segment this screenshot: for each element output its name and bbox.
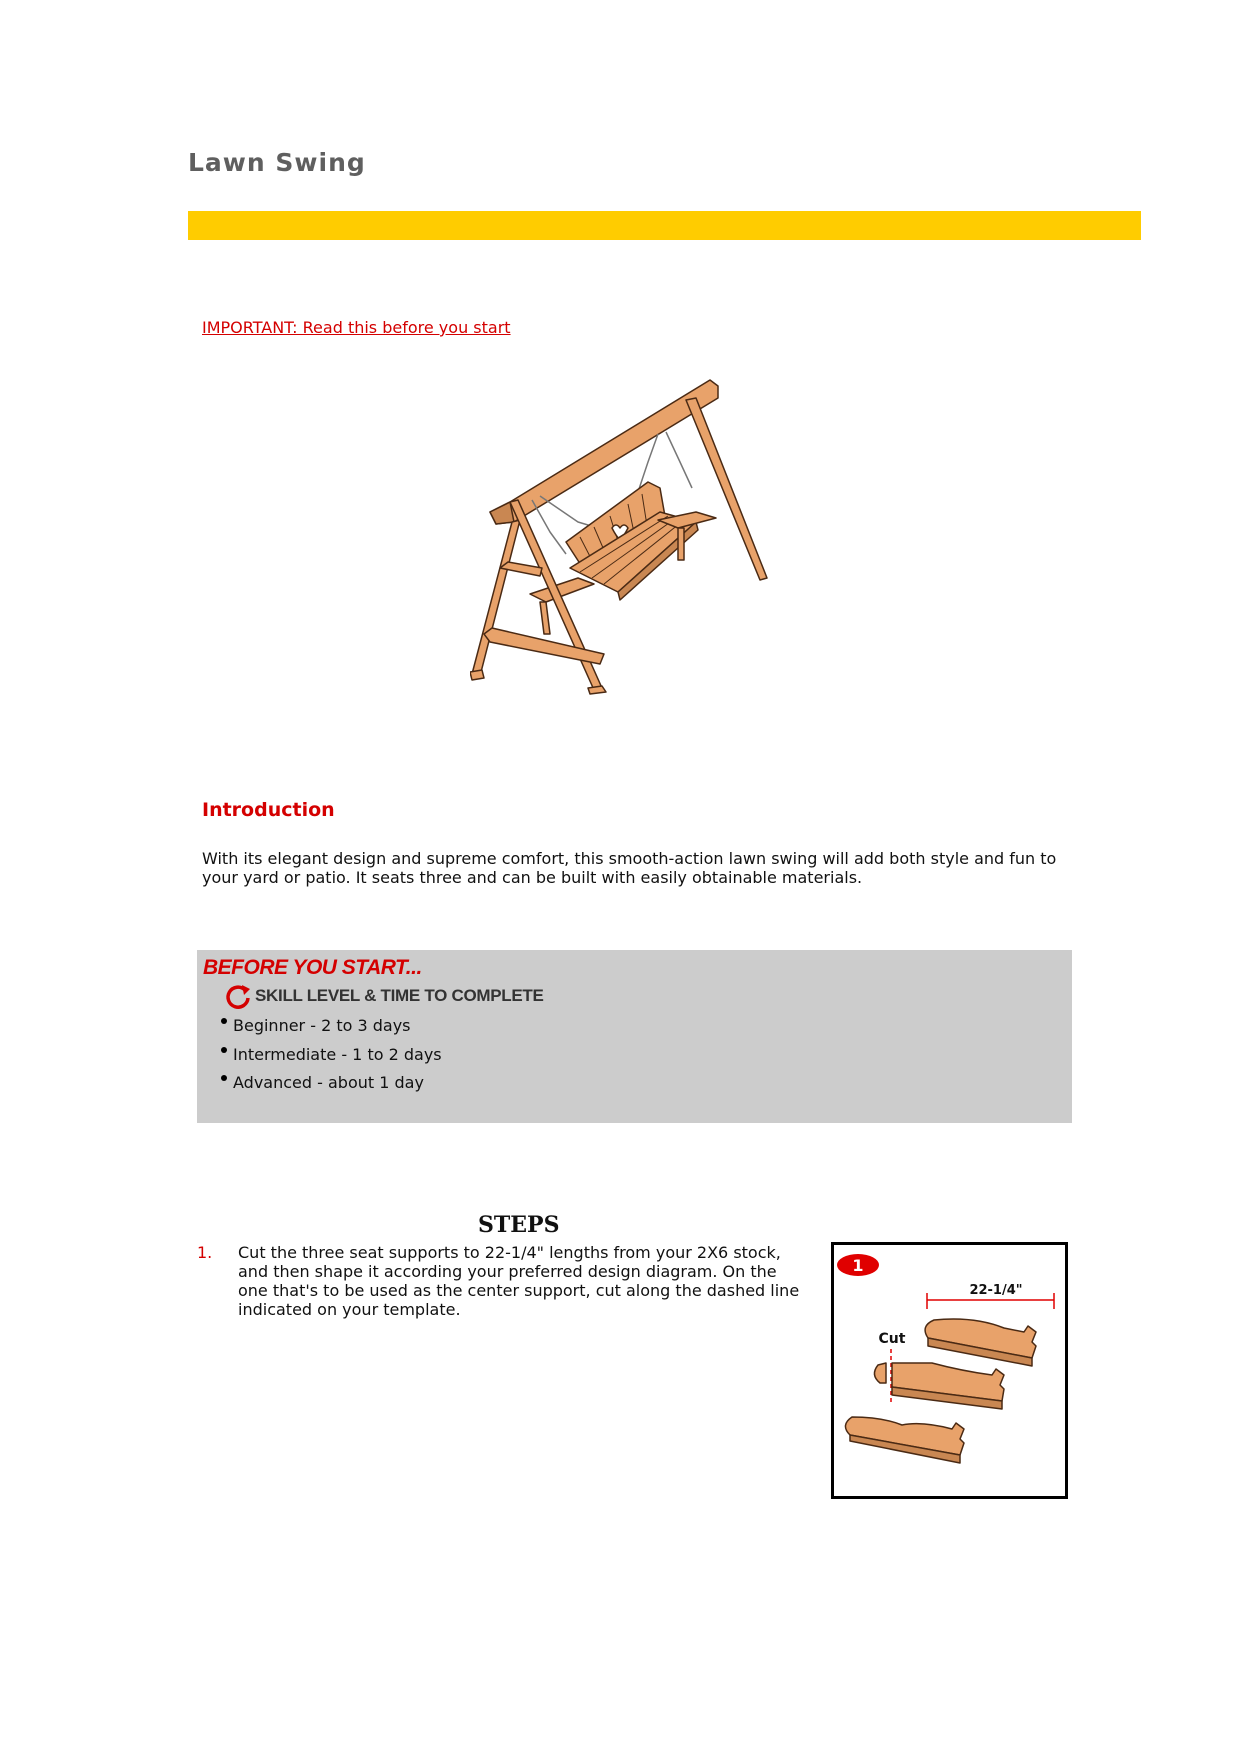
- skill-level-subtitle: SKILL LEVEL & TIME TO COMPLETE: [255, 986, 544, 1005]
- lawn-swing-illustration: [470, 372, 780, 707]
- skill-level-list: [221, 1016, 442, 1102]
- page-title: Lawn Swing: [188, 148, 366, 177]
- step-number: 1.: [197, 1243, 213, 1262]
- bullet-icon: [221, 1018, 227, 1024]
- bullet-icon: [221, 1047, 227, 1053]
- header-accent-bar: [188, 211, 1141, 240]
- clock-arrow-icon: [223, 982, 253, 1012]
- list-item: Advanced - about 1 day: [221, 1073, 442, 1102]
- before-you-start-panel: [197, 950, 1072, 1123]
- list-item: Beginner - 2 to 3 days: [221, 1016, 442, 1045]
- step-text: Cut the three seat supports to 22-1/4" lengths from your 2X6 stock, and then shape it according your preferred design diagram. On the one that's to be used as the center support, cut along the dashed line indicated on your template.: [238, 1243, 800, 1319]
- important-read-first-link[interactable]: IMPORTANT: Read this before you start: [202, 318, 511, 337]
- step-badge-number: 1: [852, 1256, 864, 1275]
- introduction-text: With its elegant design and supreme comfort, this smooth-action lawn swing will add both style and fun to your yard or patio. It seats three and can be built with easily obtainable materials.: [202, 849, 1057, 887]
- steps-heading: STEPS: [478, 1212, 560, 1238]
- list-item: Intermediate - 1 to 2 days: [221, 1045, 442, 1074]
- dimension-label: 22-1/4": [969, 1283, 1023, 1298]
- cut-label: Cut: [878, 1331, 906, 1347]
- bullet-icon: [221, 1075, 227, 1081]
- step-1-illustration: [831, 1242, 1068, 1499]
- introduction-heading: Introduction: [202, 799, 335, 821]
- before-you-start-title: BEFORE YOU START...: [203, 956, 422, 979]
